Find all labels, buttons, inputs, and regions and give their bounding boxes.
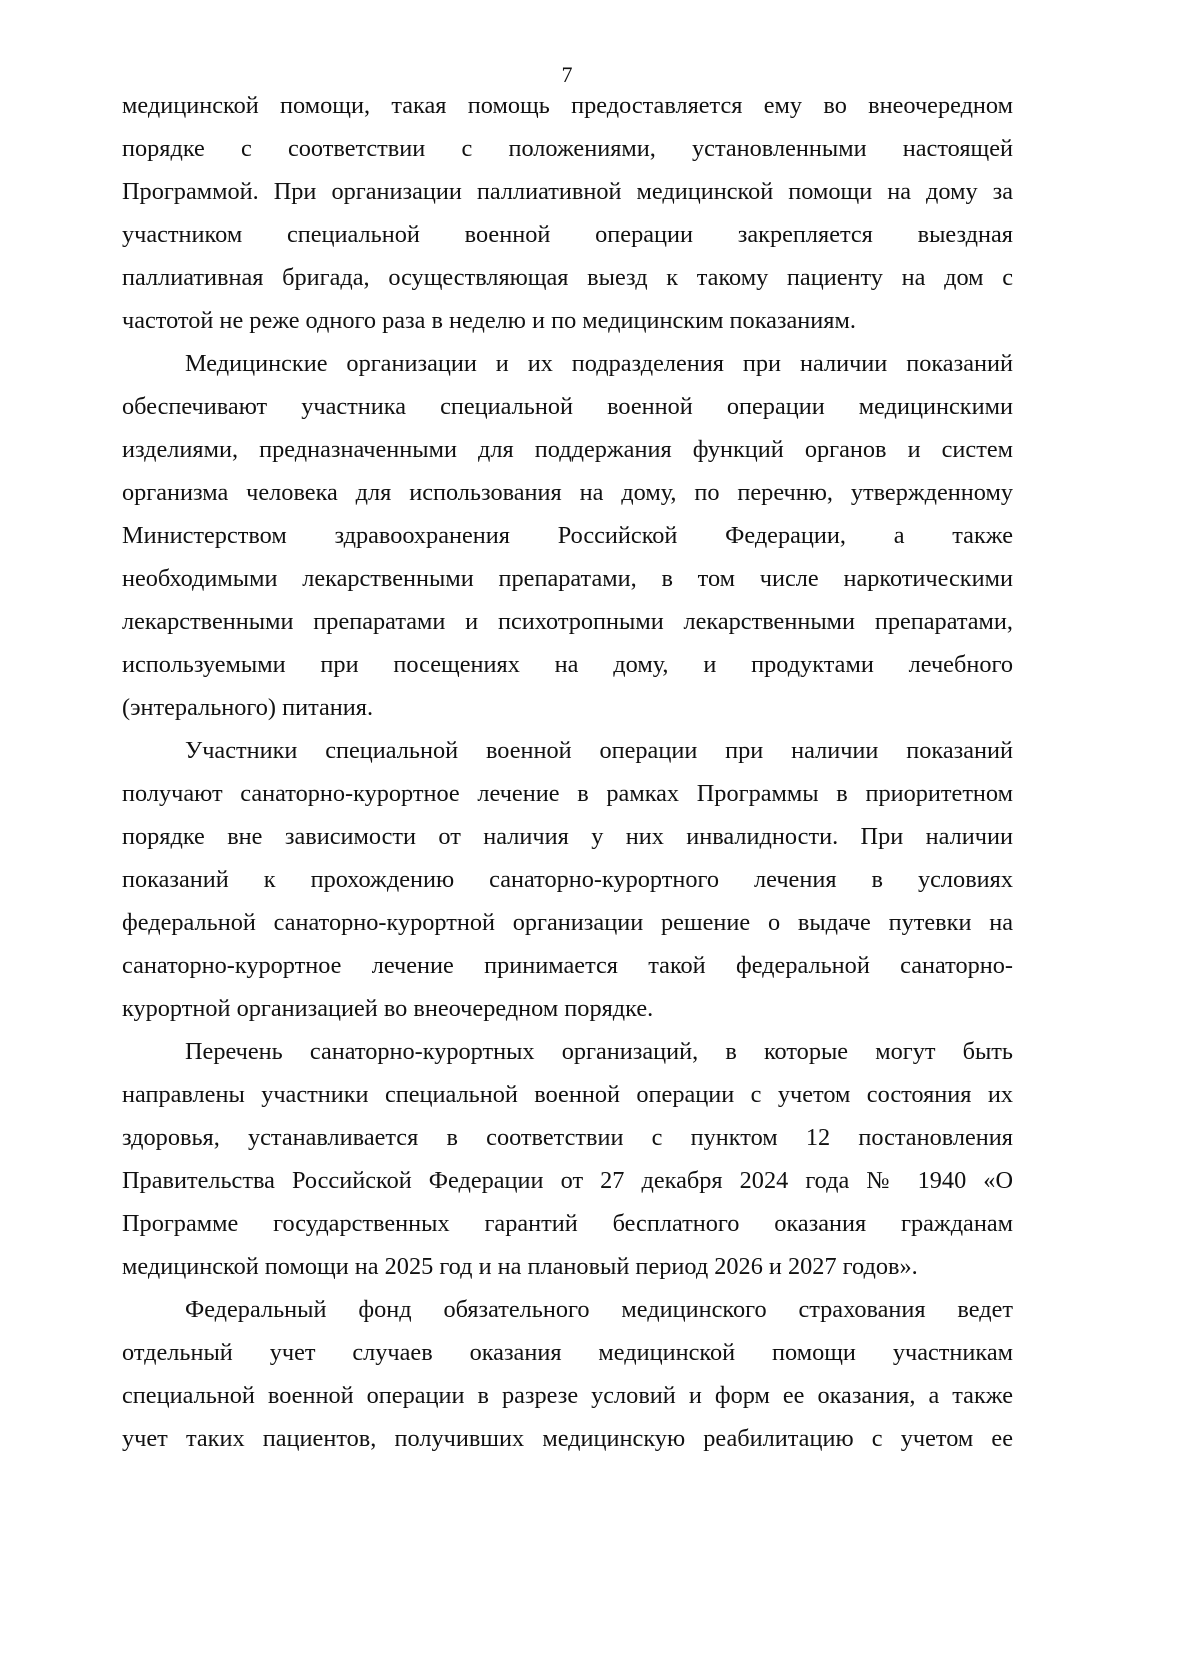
document-body [122, 84, 1013, 1460]
text-line: Перечень санаторно-курортных организаций, в которые могут быть [185, 1038, 1013, 1065]
text-line: федеральной санаторно-курортной организации решение о выдаче путевки на [122, 909, 1013, 936]
text-line: паллиативная бригада, осуществляющая выезд к такому пациенту на дом с [122, 264, 1013, 291]
text-line: курортной организацией во внеочередном порядке. [122, 995, 654, 1022]
text-line: специальной военной операции в разрезе условий и форм ее оказания, а также [122, 1382, 1013, 1409]
text-line: Министерством здравоохранения Российской Федерации, а также [122, 522, 1013, 549]
text-line: медицинской помощи, такая помощь предоставляется ему во внеочередном [122, 92, 1013, 119]
text-line: необходимыми лекарственными препаратами, в том числе наркотическими [122, 565, 1013, 592]
text-line: получают санаторно-курортное лечение в рамках Программы в приоритетном [122, 780, 1013, 807]
text-line: Федеральный фонд обязательного медицинского страхования ведет [185, 1296, 1013, 1323]
text-line: Медицинские организации и их подразделения при наличии показаний [185, 350, 1013, 377]
paragraph [122, 1030, 1013, 1288]
text-line: здоровья, устанавливается в соответствии с пунктом 12 постановления [122, 1124, 1013, 1151]
text-line: изделиями, предназначенными для поддержания функций органов и систем [122, 436, 1013, 463]
text-line: Программой. При организации паллиативной медицинской помощи на дому за [122, 178, 1013, 205]
paragraph [122, 1288, 1013, 1460]
text-line: отдельный учет случаев оказания медицинской помощи участникам [122, 1339, 1013, 1366]
text-line: медицинской помощи на 2025 год и на плановый период 2026 и 2027 годов». [122, 1253, 918, 1280]
text-line: организма человека для использования на дому, по перечню, утвержденному [122, 479, 1013, 506]
page-number: 7 [561, 62, 573, 87]
paragraph [122, 342, 1013, 729]
text-line: обеспечивают участника специальной военной операции медицинскими [122, 393, 1013, 420]
paragraph [122, 84, 1013, 342]
text-line: направлены участники специальной военной операции с учетом состояния их [122, 1081, 1013, 1108]
text-line: санаторно-курортное лечение принимается такой федеральной санаторно- [122, 952, 1013, 979]
text-line: показаний к прохождению санаторно-курортного лечения в условиях [122, 866, 1013, 893]
text-line: Правительства Российской Федерации от 27 декабря 2024 года № 1940 «О [122, 1167, 1013, 1194]
text-line: Участники специальной военной операции при наличии показаний [185, 737, 1013, 764]
text-line: лекарственными препаратами и психотропными лекарственными препаратами, [122, 608, 1013, 635]
text-line: частотой не реже одного раза в неделю и по медицинским показаниям. [122, 307, 856, 334]
text-line: используемыми при посещениях на дому, и продуктами лечебного [122, 651, 1013, 678]
text-line: Программе государственных гарантий бесплатного оказания гражданам [122, 1210, 1013, 1237]
paragraph [122, 729, 1013, 1030]
text-line: порядке с соответствии с положениями, установленными настоящей [122, 135, 1013, 162]
text-line: порядке вне зависимости от наличия у них инвалидности. При наличии [122, 823, 1013, 850]
text-line: (энтерального) питания. [122, 694, 374, 721]
text-line: учет таких пациентов, получивших медицинскую реабилитацию с учетом ее [122, 1425, 1013, 1452]
text-line: участником специальной военной операции закрепляется выездная [122, 221, 1013, 248]
